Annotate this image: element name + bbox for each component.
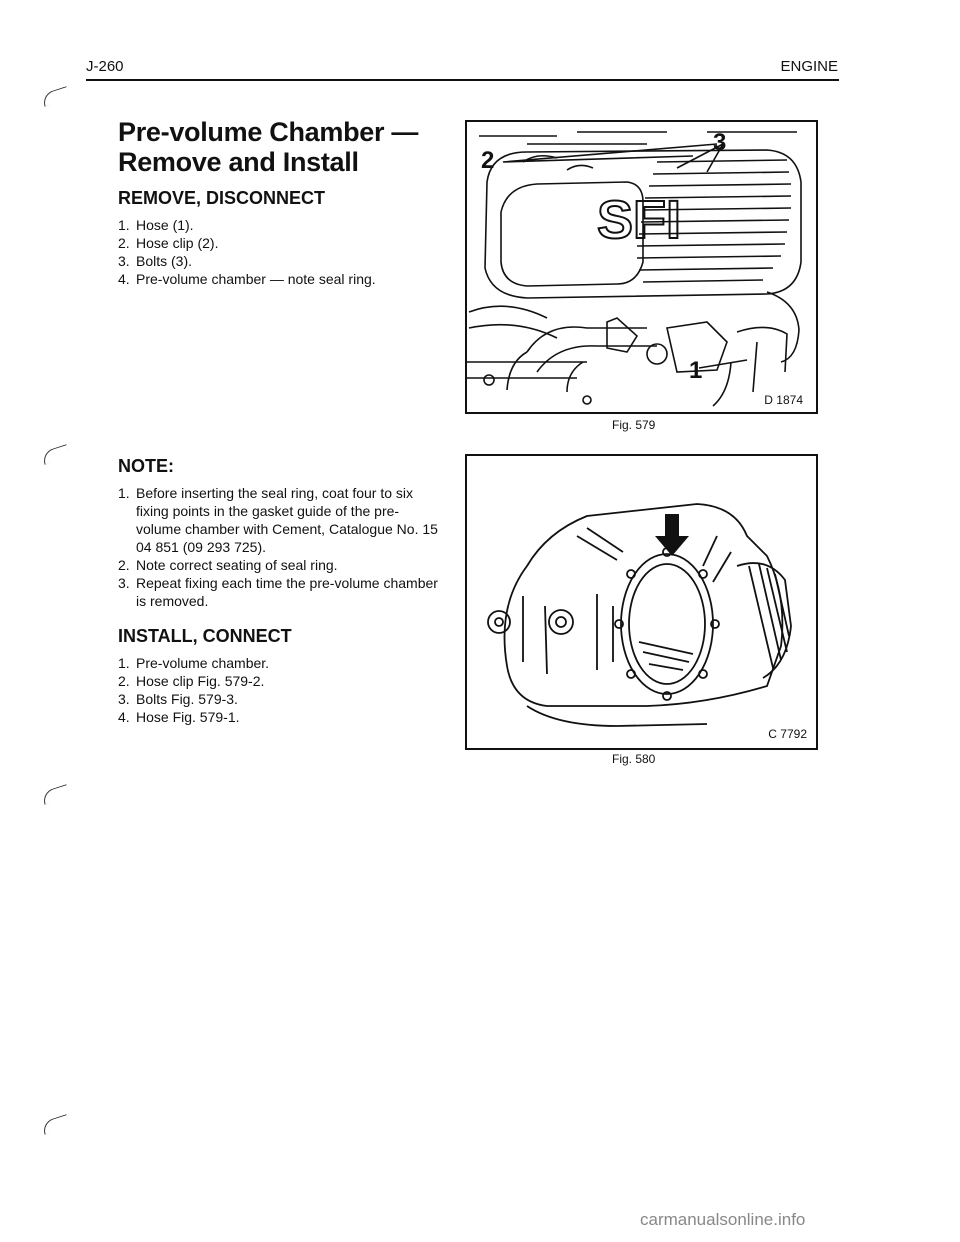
step-text: Hose clip (2). <box>136 235 219 251</box>
list-item <box>118 234 376 252</box>
callout-1: 1 <box>689 357 703 384</box>
step-number: 2. <box>118 235 130 251</box>
install-steps <box>118 654 269 726</box>
list-item <box>118 556 438 574</box>
watermark: carmanualsonline.info <box>640 1210 806 1229</box>
header-rule <box>86 79 839 81</box>
list-item <box>118 270 376 288</box>
page-title-line: Pre-volume Chamber — <box>118 117 419 147</box>
step-number: 3. <box>118 575 130 591</box>
figure-code: D 1874 <box>764 393 803 407</box>
list-item <box>118 672 269 690</box>
figure-caption: Fig. 579 <box>612 418 656 432</box>
sfi-logo-text: SFI <box>596 190 681 250</box>
margin-mark <box>41 784 71 805</box>
callout-3: 3 <box>713 129 727 156</box>
margin-mark <box>41 444 71 465</box>
list-item <box>118 484 438 556</box>
list-item <box>118 252 376 270</box>
list-item <box>118 654 269 672</box>
step-text: Hose (1). <box>136 217 194 233</box>
section-title: ENGINE <box>780 58 838 75</box>
step-number: 2. <box>118 557 130 573</box>
step-text: Repeat fixing each time the pre-volume chamber is removed. <box>136 575 438 609</box>
step-text: Pre-volume chamber. <box>136 655 270 671</box>
note-heading: NOTE: <box>118 456 174 476</box>
page-number: J-260 <box>86 58 124 75</box>
step-number: 1. <box>118 217 130 233</box>
engine-top-illustration <box>467 122 816 412</box>
callout-2: 2 <box>481 147 495 174</box>
note-steps <box>118 484 438 610</box>
step-text: Pre-volume chamber — note seal ring. <box>136 271 376 287</box>
remove-heading: REMOVE, DISCONNECT <box>118 188 326 208</box>
list-item <box>118 574 438 610</box>
step-text: Note correct seating of seal ring. <box>136 557 338 573</box>
step-text: Hose clip Fig. 579-2. <box>136 673 265 689</box>
step-text: Bolts Fig. 579-3. <box>136 691 238 707</box>
step-number: 4. <box>118 709 130 725</box>
figure-code: C 7792 <box>768 727 807 741</box>
figure-579 <box>465 120 818 414</box>
step-number: 1. <box>118 485 130 501</box>
step-text: Bolts (3). <box>136 253 193 269</box>
step-text: Before inserting the seal ring, coat four to six fixing points in the gasket guide of the pre-volume chamber with Cement, Catalogue No. 15 04 851 (09 293 725). <box>136 485 438 555</box>
step-number: 2. <box>118 673 130 689</box>
page-title-line: Remove and Install <box>118 147 359 177</box>
arrow-down-icon <box>655 514 689 556</box>
margin-mark <box>41 1114 71 1135</box>
step-number: 3. <box>118 253 130 269</box>
step-text: Hose Fig. 579-1. <box>136 709 240 725</box>
figure-580 <box>465 454 818 750</box>
install-heading: INSTALL, CONNECT <box>118 626 292 646</box>
figure-caption: Fig. 580 <box>612 752 656 766</box>
pre-volume-chamber-illustration <box>467 456 816 748</box>
page-title <box>118 117 418 177</box>
step-number: 1. <box>118 655 130 671</box>
step-number: 4. <box>118 271 130 287</box>
margin-mark <box>41 86 71 107</box>
step-number: 3. <box>118 691 130 707</box>
list-item <box>118 708 269 726</box>
remove-steps <box>118 216 376 288</box>
list-item <box>118 690 269 708</box>
list-item <box>118 216 376 234</box>
